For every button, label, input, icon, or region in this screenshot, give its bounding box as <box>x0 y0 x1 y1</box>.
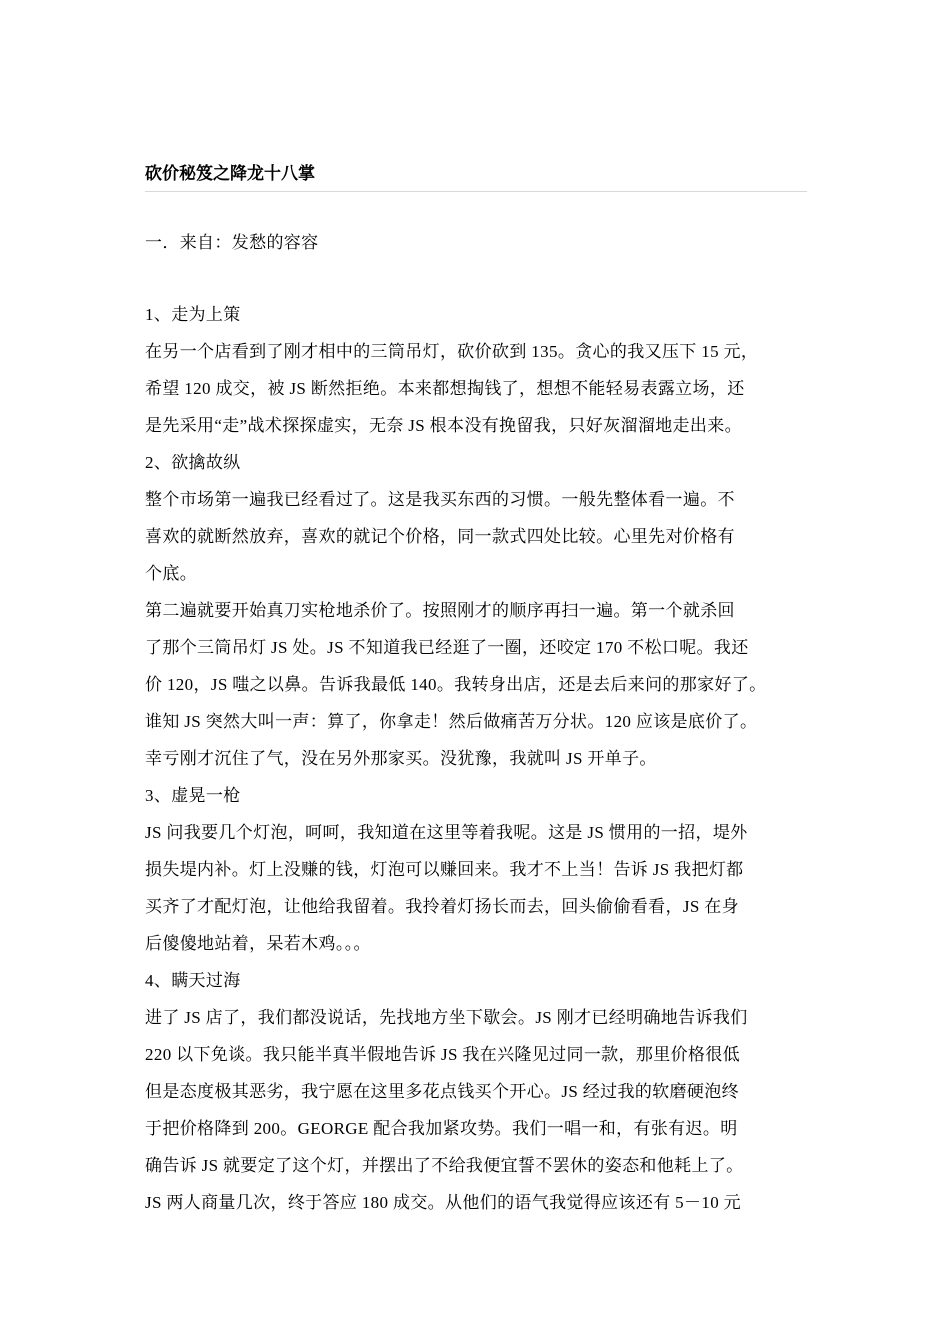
text-line: 喜欢的就断然放弃，喜欢的就记个价格，同一款式四处比较。心里先对价格有 <box>145 527 735 546</box>
title-divider <box>145 191 807 192</box>
text-line: 4、瞒天过海 <box>145 971 241 990</box>
text-line: 2、欲擒故纵 <box>145 453 241 472</box>
text-line: 确告诉 JS 就要定了这个灯，并摆出了不给我便宜誓不罢休的姿态和他耗上了。 <box>145 1156 744 1175</box>
text-line: 了那个三筒吊灯 JS 处。JS 不知道我已经逛了一圈，还咬定 170 不松口呢。我还 <box>145 638 749 657</box>
text-line: 幸亏刚才沉住了气，没在另外那家买。没犹豫，我就叫 JS 开单子。 <box>145 749 657 768</box>
text-line: 买齐了才配灯泡，让他给我留着。我拎着灯扬长而去，回头偷偷看看，JS 在身 <box>145 897 739 916</box>
text-line: 个底。 <box>145 564 198 583</box>
text-line: 希望 120 成交，被 JS 断然拒绝。本来都想掏钱了，想想不能轻易表露立场，还 <box>145 379 745 398</box>
text-line: JS 两人商量几次，终于答应 180 成交。从他们的语气我觉得应该还有 5－10 元 <box>145 1193 742 1212</box>
text-line: 是先采用“走”战术探探虚实，无奈 JS 根本没有挽留我，只好灰溜溜地走出来。 <box>145 416 742 435</box>
text-line: 3、虚晃一枪 <box>145 786 241 805</box>
text-line: 第二遍就要开始真刀实枪地杀价了。按照刚才的顺序再扫一遍。第一个就杀回 <box>145 601 735 620</box>
text-line: 220 以下免谈。我只能半真半假地告诉 JS 我在兴隆见过同一款，那里价格很低 <box>145 1045 740 1064</box>
text-line: 进了 JS 店了，我们都没说话，先找地方坐下歇会。JS 刚才已经明确地告诉我们 <box>145 1008 748 1027</box>
text-line: 在另一个店看到了刚才相中的三筒吊灯，砍价砍到 135。贪心的我又压下 15 元， <box>145 342 759 361</box>
text-line: 整个市场第一遍我已经看过了。这是我买东西的习惯。一般先整体看一遍。不 <box>145 490 735 509</box>
text-line: 后傻傻地站着，呆若木鸡。。。 <box>145 934 371 953</box>
text-line: 于把价格降到 200。GEORGE 配合我加紧攻势。我们一唱一和，有张有迟。明 <box>145 1119 738 1138</box>
section-heading: 一．来自：发愁的容容 <box>145 233 319 252</box>
text-line: 但是态度极其恶劣，我宁愿在这里多花点钱买个开心。JS 经过我的软磨硬泡终 <box>145 1082 739 1101</box>
text-line: JS 问我要几个灯泡，呵呵，我知道在这里等着我呢。这是 JS 惯用的一招，堤外 <box>145 823 748 842</box>
text-line: 谁知 JS 突然大叫一声：算了，你拿走！然后做痛苦万分状。120 应该是底价了。 <box>145 712 758 731</box>
text-line: 1、走为上策 <box>145 305 241 324</box>
document-title: 砍价秘笈之降龙十八掌 <box>145 164 315 184</box>
text-line: 损失堤内补。灯上没赚的钱，灯泡可以赚回来。我才不上当！告诉 JS 我把灯都 <box>145 860 744 879</box>
text-line: 价 120，JS 嗤之以鼻。告诉我最低 140。我转身出店，还是去后来问的那家好了。 <box>145 675 767 694</box>
